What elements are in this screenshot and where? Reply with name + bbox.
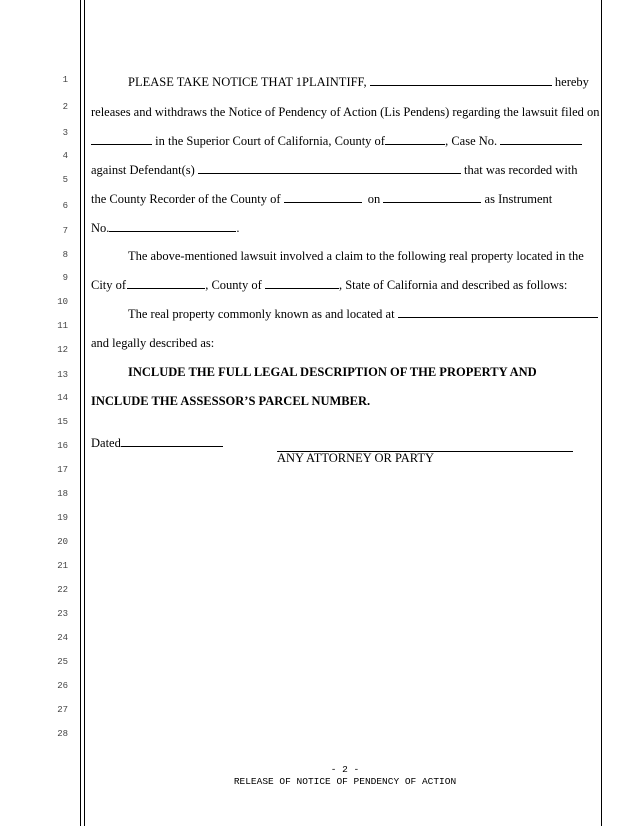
line-number: 24 xyxy=(57,633,68,643)
line-number: 5 xyxy=(62,175,68,185)
plaintiff-blank xyxy=(370,74,552,86)
line-number: 26 xyxy=(57,681,68,691)
line-number: 11 xyxy=(57,321,68,331)
line-number: 3 xyxy=(62,128,68,138)
county-blank xyxy=(385,133,445,145)
signatory-label: ANY ATTORNEY OR PARTY xyxy=(277,451,435,465)
state-text: , State of California and described as follows: xyxy=(338,278,568,292)
line-number: 16 xyxy=(57,441,68,451)
text-line-11 xyxy=(91,364,600,380)
property-address-blank xyxy=(398,306,598,318)
property-county-label: , County of xyxy=(205,278,262,292)
line-number: 14 xyxy=(57,393,68,403)
filing-date-blank xyxy=(91,133,152,145)
line-number: 27 xyxy=(57,705,68,715)
line-number: 25 xyxy=(57,657,68,667)
line-number: 17 xyxy=(57,465,68,475)
hereby-text: hereby xyxy=(554,75,589,89)
line-number: 13 xyxy=(57,370,68,380)
page-number: - 2 - xyxy=(330,764,360,775)
text-line-4 xyxy=(91,162,600,178)
line-number: 21 xyxy=(57,561,68,571)
line-number: 9 xyxy=(62,273,68,283)
recorder-county-text: the County Recorder of the County of xyxy=(91,192,281,206)
text-line-12 xyxy=(91,393,600,409)
dated-line xyxy=(91,435,600,451)
line-number: 22 xyxy=(57,585,68,595)
text-line-10 xyxy=(91,335,600,351)
legally-described-text: and legally described as: xyxy=(91,336,215,350)
text-line-2 xyxy=(91,104,600,120)
line-number: 6 xyxy=(62,201,68,211)
text-line-5 xyxy=(91,191,600,207)
legal-description-instruction: INCLUDE THE FULL LEGAL DESCRIPTION OF THE PROPERTY AND xyxy=(128,365,537,379)
apn-instruction: INCLUDE THE ASSESSOR’S PARCEL NUMBER. xyxy=(91,394,371,408)
recorder-county-blank xyxy=(284,191,362,203)
line-number: 10 xyxy=(57,297,68,307)
line-number: 12 xyxy=(57,345,68,355)
footer-title: RELEASE OF NOTICE OF PENDENCY OF ACTION xyxy=(233,776,457,787)
period: . xyxy=(236,221,240,235)
right-margin-rule xyxy=(601,0,602,826)
city-blank xyxy=(127,277,205,289)
defendant-blank xyxy=(198,162,461,174)
text-line-8 xyxy=(91,277,600,293)
line-number: 8 xyxy=(62,250,68,260)
line-number: 18 xyxy=(57,489,68,499)
notice-intro: PLEASE TAKE NOTICE THAT 1PLAINTIFF, xyxy=(128,75,367,89)
left-margin-rule-1 xyxy=(80,0,81,826)
line-number: 20 xyxy=(57,537,68,547)
case-no-label: , Case No. xyxy=(445,134,498,148)
line-number: 1 xyxy=(62,75,68,85)
recording-date-blank xyxy=(383,191,481,203)
property-claim-text: The above-mentioned lawsuit involved a claim to the following real property located in the xyxy=(128,249,584,263)
instrument-number-blank xyxy=(109,220,236,232)
commonly-known-text: The real property commonly known as and located at xyxy=(128,307,395,321)
release-statement: releases and withdraws the Notice of Pendency of Action (Lis Pendens) regarding the lawsuit filed on xyxy=(91,105,600,119)
line-number: 15 xyxy=(57,417,68,427)
text-line-9 xyxy=(91,306,600,322)
line-number: 4 xyxy=(62,151,68,161)
defendant-label: against Defendant(s) xyxy=(91,163,195,177)
on-label: on xyxy=(367,192,381,206)
date-signed-blank xyxy=(121,435,223,447)
case-number-blank xyxy=(500,133,582,145)
instrument-label: as Instrument xyxy=(484,192,553,206)
line-number: 28 xyxy=(57,729,68,739)
line-number: 23 xyxy=(57,609,68,619)
court-county-text: in the Superior Court of California, County of xyxy=(155,134,385,148)
text-line-6 xyxy=(91,220,600,236)
recorded-with-text: that was recorded with xyxy=(464,163,578,177)
line-number: 2 xyxy=(62,102,68,112)
text-line-3 xyxy=(91,133,600,149)
city-label: City of xyxy=(91,278,127,292)
line-number: 7 xyxy=(62,226,68,236)
text-line-1 xyxy=(91,74,600,90)
number-label: No. xyxy=(91,221,110,235)
left-margin-rule-2 xyxy=(84,0,85,826)
property-county-blank xyxy=(265,277,339,289)
line-number: 19 xyxy=(57,513,68,523)
dated-label: Dated xyxy=(91,436,121,450)
text-line-7 xyxy=(91,248,600,264)
